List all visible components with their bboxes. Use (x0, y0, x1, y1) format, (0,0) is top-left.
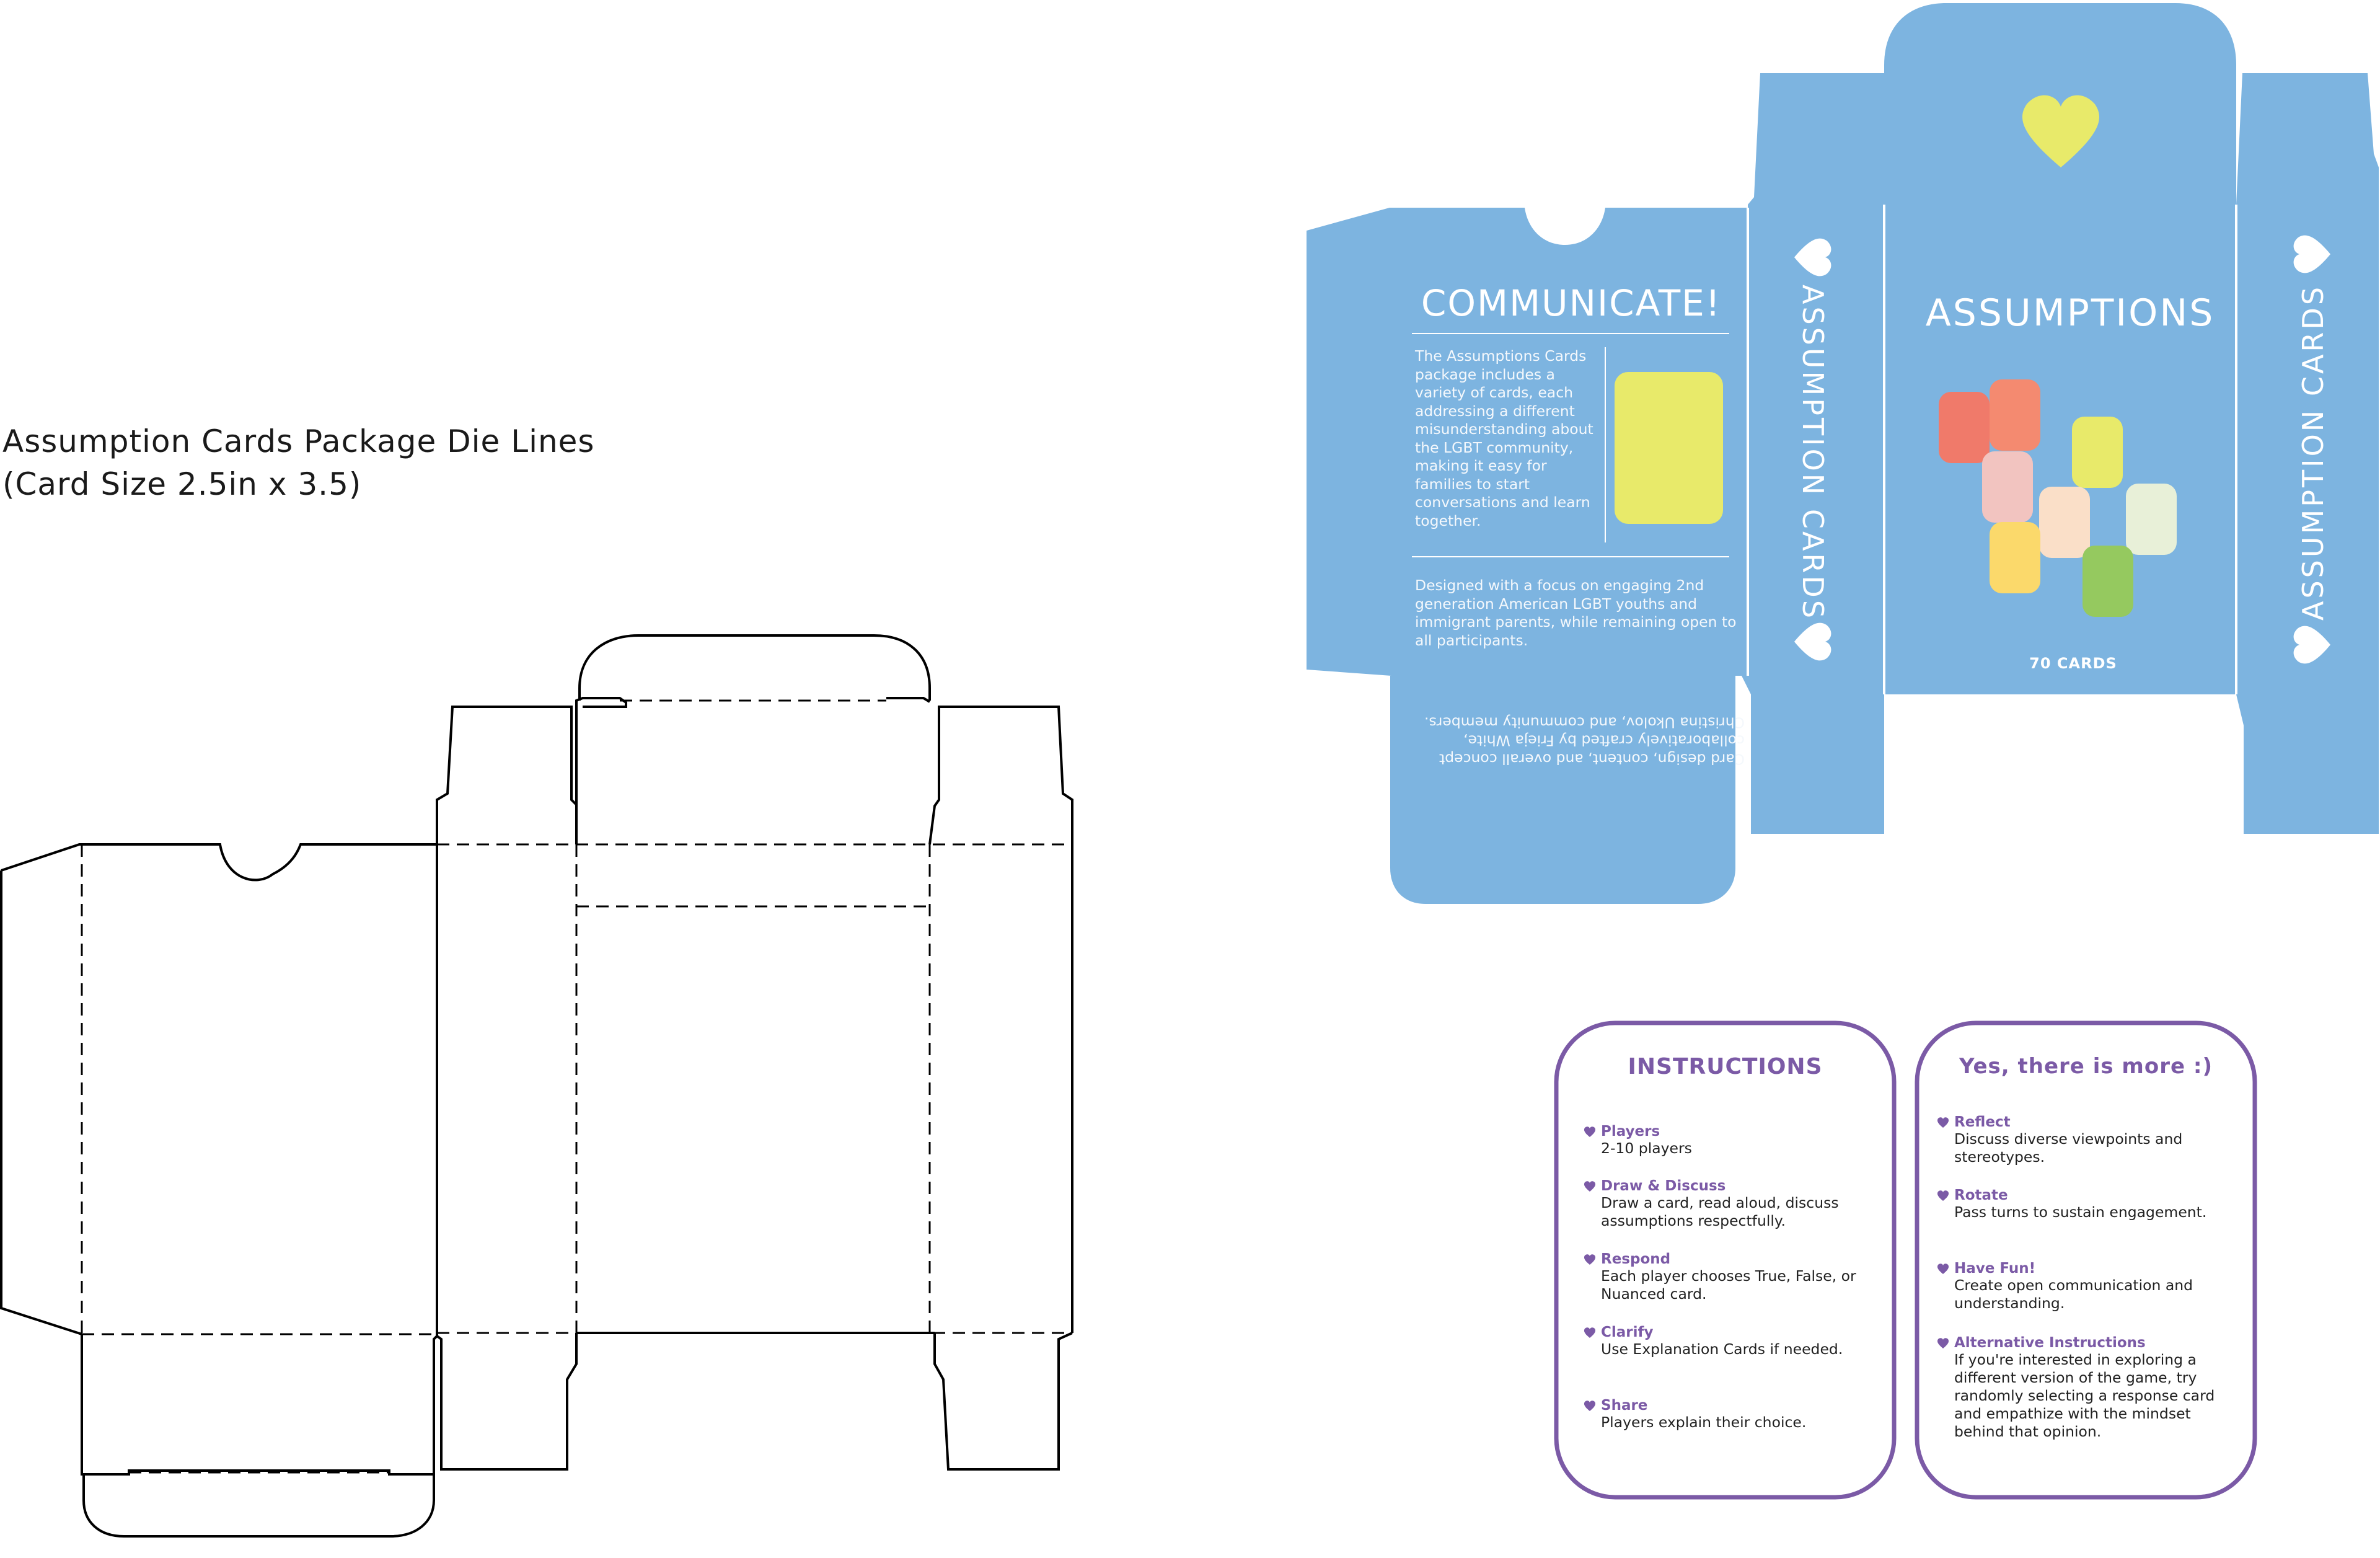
communicate-body-secondary: Designed with a focus on engaging 2nd generation American LGBT youths and immigrant parents, while remaining open to all participants. (1415, 577, 1737, 649)
spine-label-right: ASSUMPTION CARDS (2296, 284, 2330, 621)
list-item (1937, 1335, 2228, 1441)
list-item-heading-text: Players (1601, 1123, 1660, 1140)
list-item-heading (1937, 1335, 2228, 1351)
list-item-heading-text: Have Fun! (1954, 1260, 2036, 1277)
page-subtitle: (Card Size 2.5in x 3.5) (2, 466, 362, 502)
list-item-heading-text: Alternative Instructions (1954, 1335, 2146, 1351)
list-item-heading-text: Share (1601, 1397, 1648, 1414)
more-title: Yes, there is more :) (1959, 1054, 2213, 1079)
list-item (1584, 1397, 1875, 1432)
credits-text: Card design, content, and overall concept collaboratively crafted by Frieja White, Christina Ukolov, and community members. (1424, 714, 1745, 768)
list-item-heading-text: Rotate (1954, 1187, 2008, 1203)
list-item-heading-text: Respond (1601, 1251, 1671, 1267)
heart-icon (1937, 1190, 1949, 1201)
list-item-heading (1937, 1260, 2228, 1277)
spine-label-left: ASSUMPTION CARDS (1796, 284, 1830, 621)
page-title: Assumption Cards Package Die Lines (2, 423, 595, 459)
list-item-heading (1584, 1178, 1875, 1194)
heart-icon (1584, 1254, 1596, 1265)
list-item-heading (1584, 1123, 1875, 1140)
list-item-text: Players explain their choice. (1601, 1414, 1807, 1431)
heart-icon (1937, 1117, 1949, 1128)
list-item-heading-text: Reflect (1954, 1114, 2011, 1130)
heart-icon (1584, 1180, 1596, 1192)
list-item (1584, 1324, 1875, 1358)
communicate-body: The Assumptions Cards package includes a variety of cards, each addressing a different misunderstanding about the LGBT community, making it easy for families to start conversations and learn together. (1415, 347, 1593, 529)
list-item (1937, 1187, 2228, 1221)
list-item-text: Use Explanation Cards if needed. (1601, 1340, 1843, 1358)
list-item-text: If you're interested in exploring a different version of the game, try randomly selecting a response card and empathize with the mindset behind that opinion. (1954, 1351, 2215, 1440)
instructions-title: INSTRUCTIONS (1628, 1054, 1823, 1079)
list-item-text: Pass turns to sustain engagement. (1954, 1203, 2207, 1221)
list-item (1584, 1251, 1875, 1303)
list-item-text: Each player chooses True, False, or Nuanced card. (1601, 1267, 1856, 1303)
list-item (1584, 1178, 1875, 1230)
list-item-heading-text: Clarify (1601, 1324, 1654, 1340)
heart-icon (1584, 1126, 1596, 1137)
list-item-heading (1937, 1187, 2228, 1203)
list-item-text: Draw a card, read aloud, discuss assumptions respectfully. (1601, 1194, 1839, 1229)
list-item-text: 2-10 players (1601, 1140, 1692, 1157)
list-item-heading (1584, 1251, 1875, 1267)
communicate-title: COMMUNICATE! (1421, 282, 1722, 324)
heart-icon (1937, 1263, 1949, 1274)
heart-icon (1584, 1400, 1596, 1411)
heart-icon (1937, 1337, 1949, 1348)
list-item (1937, 1114, 2228, 1166)
list-item-heading (1937, 1114, 2228, 1130)
list-item (1937, 1260, 2228, 1312)
heart-icon (1584, 1327, 1596, 1338)
list-item-heading (1584, 1397, 1875, 1414)
front-title: ASSUMPTIONS (1925, 291, 2215, 335)
card-count: 70 CARDS (2029, 655, 2117, 672)
list-item-text: Discuss diverse viewpoints and stereotypes. (1954, 1130, 2183, 1166)
list-item (1584, 1123, 1875, 1157)
list-item-text: Create open communication and understanding. (1954, 1277, 2193, 1312)
list-item-heading (1584, 1324, 1875, 1340)
list-item-heading-text: Draw & Discuss (1601, 1178, 1726, 1194)
